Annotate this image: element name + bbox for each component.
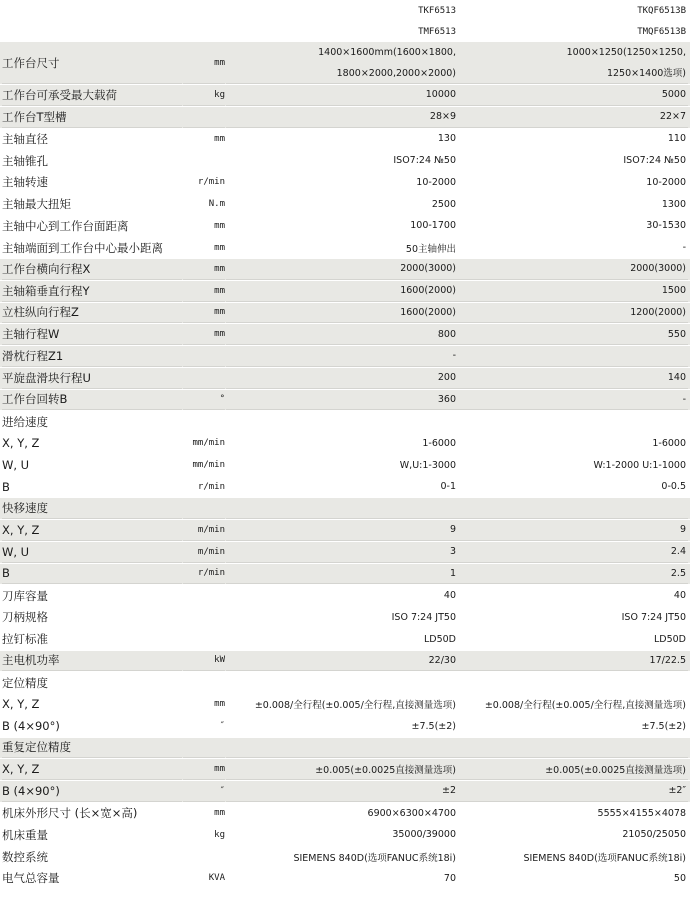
spec-value-model-2: 50 (673, 872, 686, 884)
spec-value-model-1: 2000(3000) (226, 259, 458, 280)
spec-value-model-1: 1600(2000) (226, 303, 458, 324)
spec-value-model-1: 70 (443, 872, 456, 884)
spec-value-model-1: 800 (226, 324, 458, 345)
spec-value-model-2: 140 (458, 368, 688, 389)
spec-value-model-2: 550 (458, 324, 688, 345)
spec-unit: mm/min (192, 438, 225, 449)
spec-value-model-1: 40 (443, 590, 456, 602)
spec-value-model-1: 1600(2000) (226, 281, 458, 302)
spec-unit: mm (214, 220, 225, 231)
table-row (0, 651, 690, 673)
spec-unit: kW (183, 651, 225, 672)
table-row (0, 455, 690, 477)
spec-label: 刀库容量 (2, 588, 48, 603)
spec-unit: r/min (183, 564, 225, 585)
spec-unit: ″ (219, 721, 225, 732)
spec-value-model-2: 40 (673, 590, 686, 602)
spec-value-model-2: ±2″ (458, 781, 688, 802)
spec-label: 滑枕行程Z1 (2, 346, 182, 367)
spec-value-model-2: ISO 7:24 JT50 (621, 611, 686, 623)
table-row (0, 672, 690, 694)
spec-label: B (4×90°) (2, 781, 182, 802)
table-row (0, 390, 690, 412)
spec-label: 主轴直径 (2, 131, 48, 146)
spec-value-model-2 (458, 42, 688, 84)
spec-unit: mm (214, 133, 225, 144)
spec-unit: mm (183, 42, 225, 84)
spec-label: W, U (2, 542, 182, 563)
spec-value-model-2: W:1-2000 U:1-1000 (593, 459, 686, 471)
spec-value-model-2: 2.5 (458, 564, 688, 585)
spec-value-model-1: 1 (226, 564, 458, 585)
spec-value-model-1: 50主轴伸出 (405, 243, 456, 255)
spec-value-model-2: - (458, 390, 688, 411)
spec-unit (183, 607, 225, 628)
spec-label: 立柱纵向行程Z (2, 303, 182, 324)
table-row (0, 42, 690, 85)
model-header-4: TMQF6513B (637, 26, 686, 37)
spec-label: 主轴中心到工作台面距离 (2, 218, 129, 233)
spec-unit (183, 629, 225, 650)
spec-label: 工作台T型槽 (2, 107, 182, 128)
spec-value-model-1: 22/30 (226, 651, 458, 672)
spec-unit: m/min (183, 520, 225, 541)
table-row (0, 85, 690, 107)
spec-value-model-2: SIEMENS 840D(选项FANUC系统18i) (523, 852, 686, 864)
spec-label: X, Y, Z (2, 436, 40, 451)
spec-label: 工作台横向行程X (2, 259, 182, 280)
spec-label: 拉钉标准 (2, 632, 48, 647)
spec-value-model-2 (458, 738, 688, 759)
spec-value-model-2 (458, 498, 688, 519)
spec-value-model-1 (226, 411, 458, 432)
spec-unit (183, 672, 225, 693)
spec-label: 主轴行程W (2, 324, 182, 345)
spec-label: B (4×90°) (2, 719, 60, 734)
spec-value-model-1 (226, 42, 458, 84)
spec-label: 机床重量 (2, 827, 48, 842)
spec-unit: mm (183, 303, 225, 324)
table-row (0, 825, 690, 847)
spec-unit: mm (183, 259, 225, 280)
table-row (0, 411, 690, 433)
table-row (0, 738, 690, 760)
header-row-2 (0, 21, 690, 42)
table-row (0, 477, 690, 499)
spec-value-model-1 (226, 672, 458, 693)
spec-value-model-2: 2000(3000) (458, 259, 688, 280)
table-row (0, 585, 690, 607)
spec-value-model-2: ±7.5(±2) (641, 720, 686, 732)
spec-unit (183, 346, 225, 367)
spec-unit (183, 846, 225, 867)
spec-value-model-1: 360 (226, 390, 458, 411)
spec-value-model-1: 130 (437, 133, 456, 145)
spec-label: X, Y, Z (2, 759, 182, 780)
spec-value-model-1: ISO7:24 №50 (393, 155, 456, 167)
table-row (0, 107, 690, 129)
table-row (0, 498, 690, 520)
spec-value-model-1: 10000 (226, 85, 458, 106)
table-row (0, 607, 690, 629)
spec-value-model-1: 1-6000 (422, 437, 456, 449)
spec-value-model-2: 5555×4155×4078 (597, 807, 686, 819)
table-row (0, 216, 690, 238)
spec-value-model-1 (226, 498, 458, 519)
spec-value-model-1: 10-2000 (416, 176, 456, 188)
spec-label: B (2, 564, 182, 585)
spec-value-model-2: 2.4 (458, 542, 688, 563)
table-row (0, 781, 690, 803)
spec-value-model-2 (458, 346, 688, 367)
spec-value-model-1: ISO 7:24 JT50 (391, 611, 456, 623)
spec-label: 快移速度 (2, 498, 182, 519)
spec-label: 主电机功率 (2, 651, 182, 672)
spec-label: 主轴最大扭矩 (2, 197, 71, 212)
spec-unit: r/min (197, 481, 225, 492)
spec-value-model-1: 6900×6300×4700 (367, 807, 456, 819)
model-header-2: TKQF6513B (637, 5, 686, 16)
spec-label: W, U (2, 458, 30, 473)
spec-unit: KVA (208, 873, 225, 884)
table-row (0, 129, 690, 151)
table-row (0, 694, 690, 716)
spec-value-model-2: 22×7 (458, 107, 688, 128)
spec-value-model-1: 200 (226, 368, 458, 389)
spec-value-model-1: ±7.5(±2) (411, 720, 456, 732)
spec-value-model-1: ±2 (226, 781, 458, 802)
spec-label: 平旋盘滑块行程U (2, 368, 182, 389)
spec-value-model-2: 9 (458, 520, 688, 541)
spec-label: 主轴锥孔 (2, 153, 48, 168)
spec-value-model-2: 17/22.5 (458, 651, 688, 672)
spec-unit: mm (183, 324, 225, 345)
spec-label: 重复定位精度 (2, 738, 182, 759)
spec-value-model-1: 100-1700 (410, 220, 456, 232)
spec-unit (183, 585, 225, 606)
spec-value-model-1: 2500 (431, 198, 456, 210)
table-row (0, 281, 690, 303)
spec-value-model-2: 1200(2000) (458, 303, 688, 324)
spec-value-model-1: 35000/39000 (392, 829, 456, 841)
spec-label: 电气总容量 (2, 871, 60, 886)
spec-value-line: 1800×2000,2000×2000) (336, 67, 456, 79)
spec-value-model-2: ±0.008/全行程(±0.005/全行程,直接测量选项) (484, 700, 686, 712)
table-row (0, 194, 690, 216)
table-row (0, 868, 690, 890)
spec-value-model-1: SIEMENS 840D(选项FANUC系统18i) (293, 852, 456, 864)
spec-value-model-2: 5000 (458, 85, 688, 106)
spec-value-model-1: W,U:1-3000 (399, 459, 456, 471)
table-row (0, 759, 690, 781)
spec-label: 数控系统 (2, 849, 48, 864)
spec-unit: mm/min (192, 460, 225, 471)
spec-value-model-1: ±0.008/全行程(±0.005/全行程,直接测量选项) (254, 700, 456, 712)
spec-value-line: 1400×1600mm(1600×1800, (318, 46, 456, 58)
spec-value-model-2: 1300 (661, 198, 686, 210)
model-header-3: TMF6513 (418, 26, 456, 37)
spec-unit: mm (183, 759, 225, 780)
table-row (0, 629, 690, 651)
spec-label: 刀柄规格 (2, 610, 48, 625)
spec-unit (183, 150, 225, 171)
spec-value-model-2: 0-0.5 (661, 481, 686, 493)
spec-unit (183, 411, 225, 432)
table-row (0, 346, 690, 368)
spec-label: 工作台尺寸 (2, 42, 182, 84)
spec-value-model-1 (226, 738, 458, 759)
model-header-1: TKF6513 (418, 5, 456, 16)
table-row (0, 520, 690, 542)
spec-unit: ° (183, 390, 225, 411)
spec-label: B (2, 479, 10, 494)
spec-value-model-2: 1500 (458, 281, 688, 302)
spec-value-model-1: ±0.005(±0.0025直接测量选项) (226, 759, 458, 780)
spec-unit: kg (214, 829, 225, 840)
spec-value-model-1: 9 (226, 520, 458, 541)
spec-unit (183, 107, 225, 128)
spec-value-model-1: 0-1 (440, 481, 456, 493)
spec-unit: mm (214, 699, 225, 710)
table-row (0, 303, 690, 325)
spec-value-model-1: - (226, 346, 458, 367)
spec-value-model-2: 21050/25050 (622, 829, 686, 841)
spec-value-line: 1000×1250(1250×1250, (566, 46, 686, 58)
spec-value-model-2: ISO7:24 №50 (623, 155, 686, 167)
table-row (0, 803, 690, 825)
table-row (0, 368, 690, 390)
spec-label: X, Y, Z (2, 697, 40, 712)
spec-label: 主轴箱垂直行程Y (2, 281, 182, 302)
spec-value-model-2: 1-6000 (652, 437, 686, 449)
spec-value-line: 1250×1400选项) (606, 67, 686, 79)
spec-label: 工作台可承受最大载荷 (2, 85, 182, 106)
spec-value-model-2: 10-2000 (646, 176, 686, 188)
spec-rows (0, 42, 690, 890)
spec-unit: mm (214, 808, 225, 819)
table-row (0, 542, 690, 564)
table-row (0, 172, 690, 194)
spec-unit: mm (183, 281, 225, 302)
spec-value-model-2: 30-1530 (646, 220, 686, 232)
table-row (0, 716, 690, 738)
spec-value-model-2: - (682, 242, 686, 254)
table-row (0, 259, 690, 281)
spec-unit: kg (183, 85, 225, 106)
spec-value-model-2 (458, 672, 688, 693)
table-row (0, 564, 690, 586)
spec-unit (183, 368, 225, 389)
spec-label: 主轴转速 (2, 175, 48, 190)
spec-unit: r/min (197, 177, 225, 188)
table-row (0, 433, 690, 455)
spec-value-model-2 (458, 411, 688, 432)
spec-value-model-2: ±0.005(±0.0025直接测量选项) (458, 759, 688, 780)
spec-value-model-2: 110 (667, 133, 686, 145)
table-row (0, 150, 690, 172)
table-row (0, 237, 690, 259)
spec-unit: ″ (183, 781, 225, 802)
header-row-1 (0, 0, 690, 21)
spec-label: 工作台回转B (2, 390, 182, 411)
spec-unit (183, 498, 225, 519)
table-row (0, 846, 690, 868)
spec-label: 主轴端面到工作台中心最小距离 (2, 240, 163, 255)
spec-value-model-1: 28×9 (226, 107, 458, 128)
spec-unit (183, 738, 225, 759)
spec-label: 进给速度 (2, 414, 48, 429)
spec-unit: mm (214, 242, 225, 253)
spec-value-model-1: LD50D (423, 633, 456, 645)
spec-label: 定位精度 (2, 675, 48, 690)
table-row (0, 324, 690, 346)
spec-value-model-1: 3 (226, 542, 458, 563)
spec-label: X, Y, Z (2, 520, 182, 541)
spec-unit: N.m (208, 199, 225, 210)
spec-label: 机床外形尺寸 (长×宽×高) (2, 806, 138, 821)
spec-value-model-2: LD50D (653, 633, 686, 645)
spec-unit: m/min (183, 542, 225, 563)
